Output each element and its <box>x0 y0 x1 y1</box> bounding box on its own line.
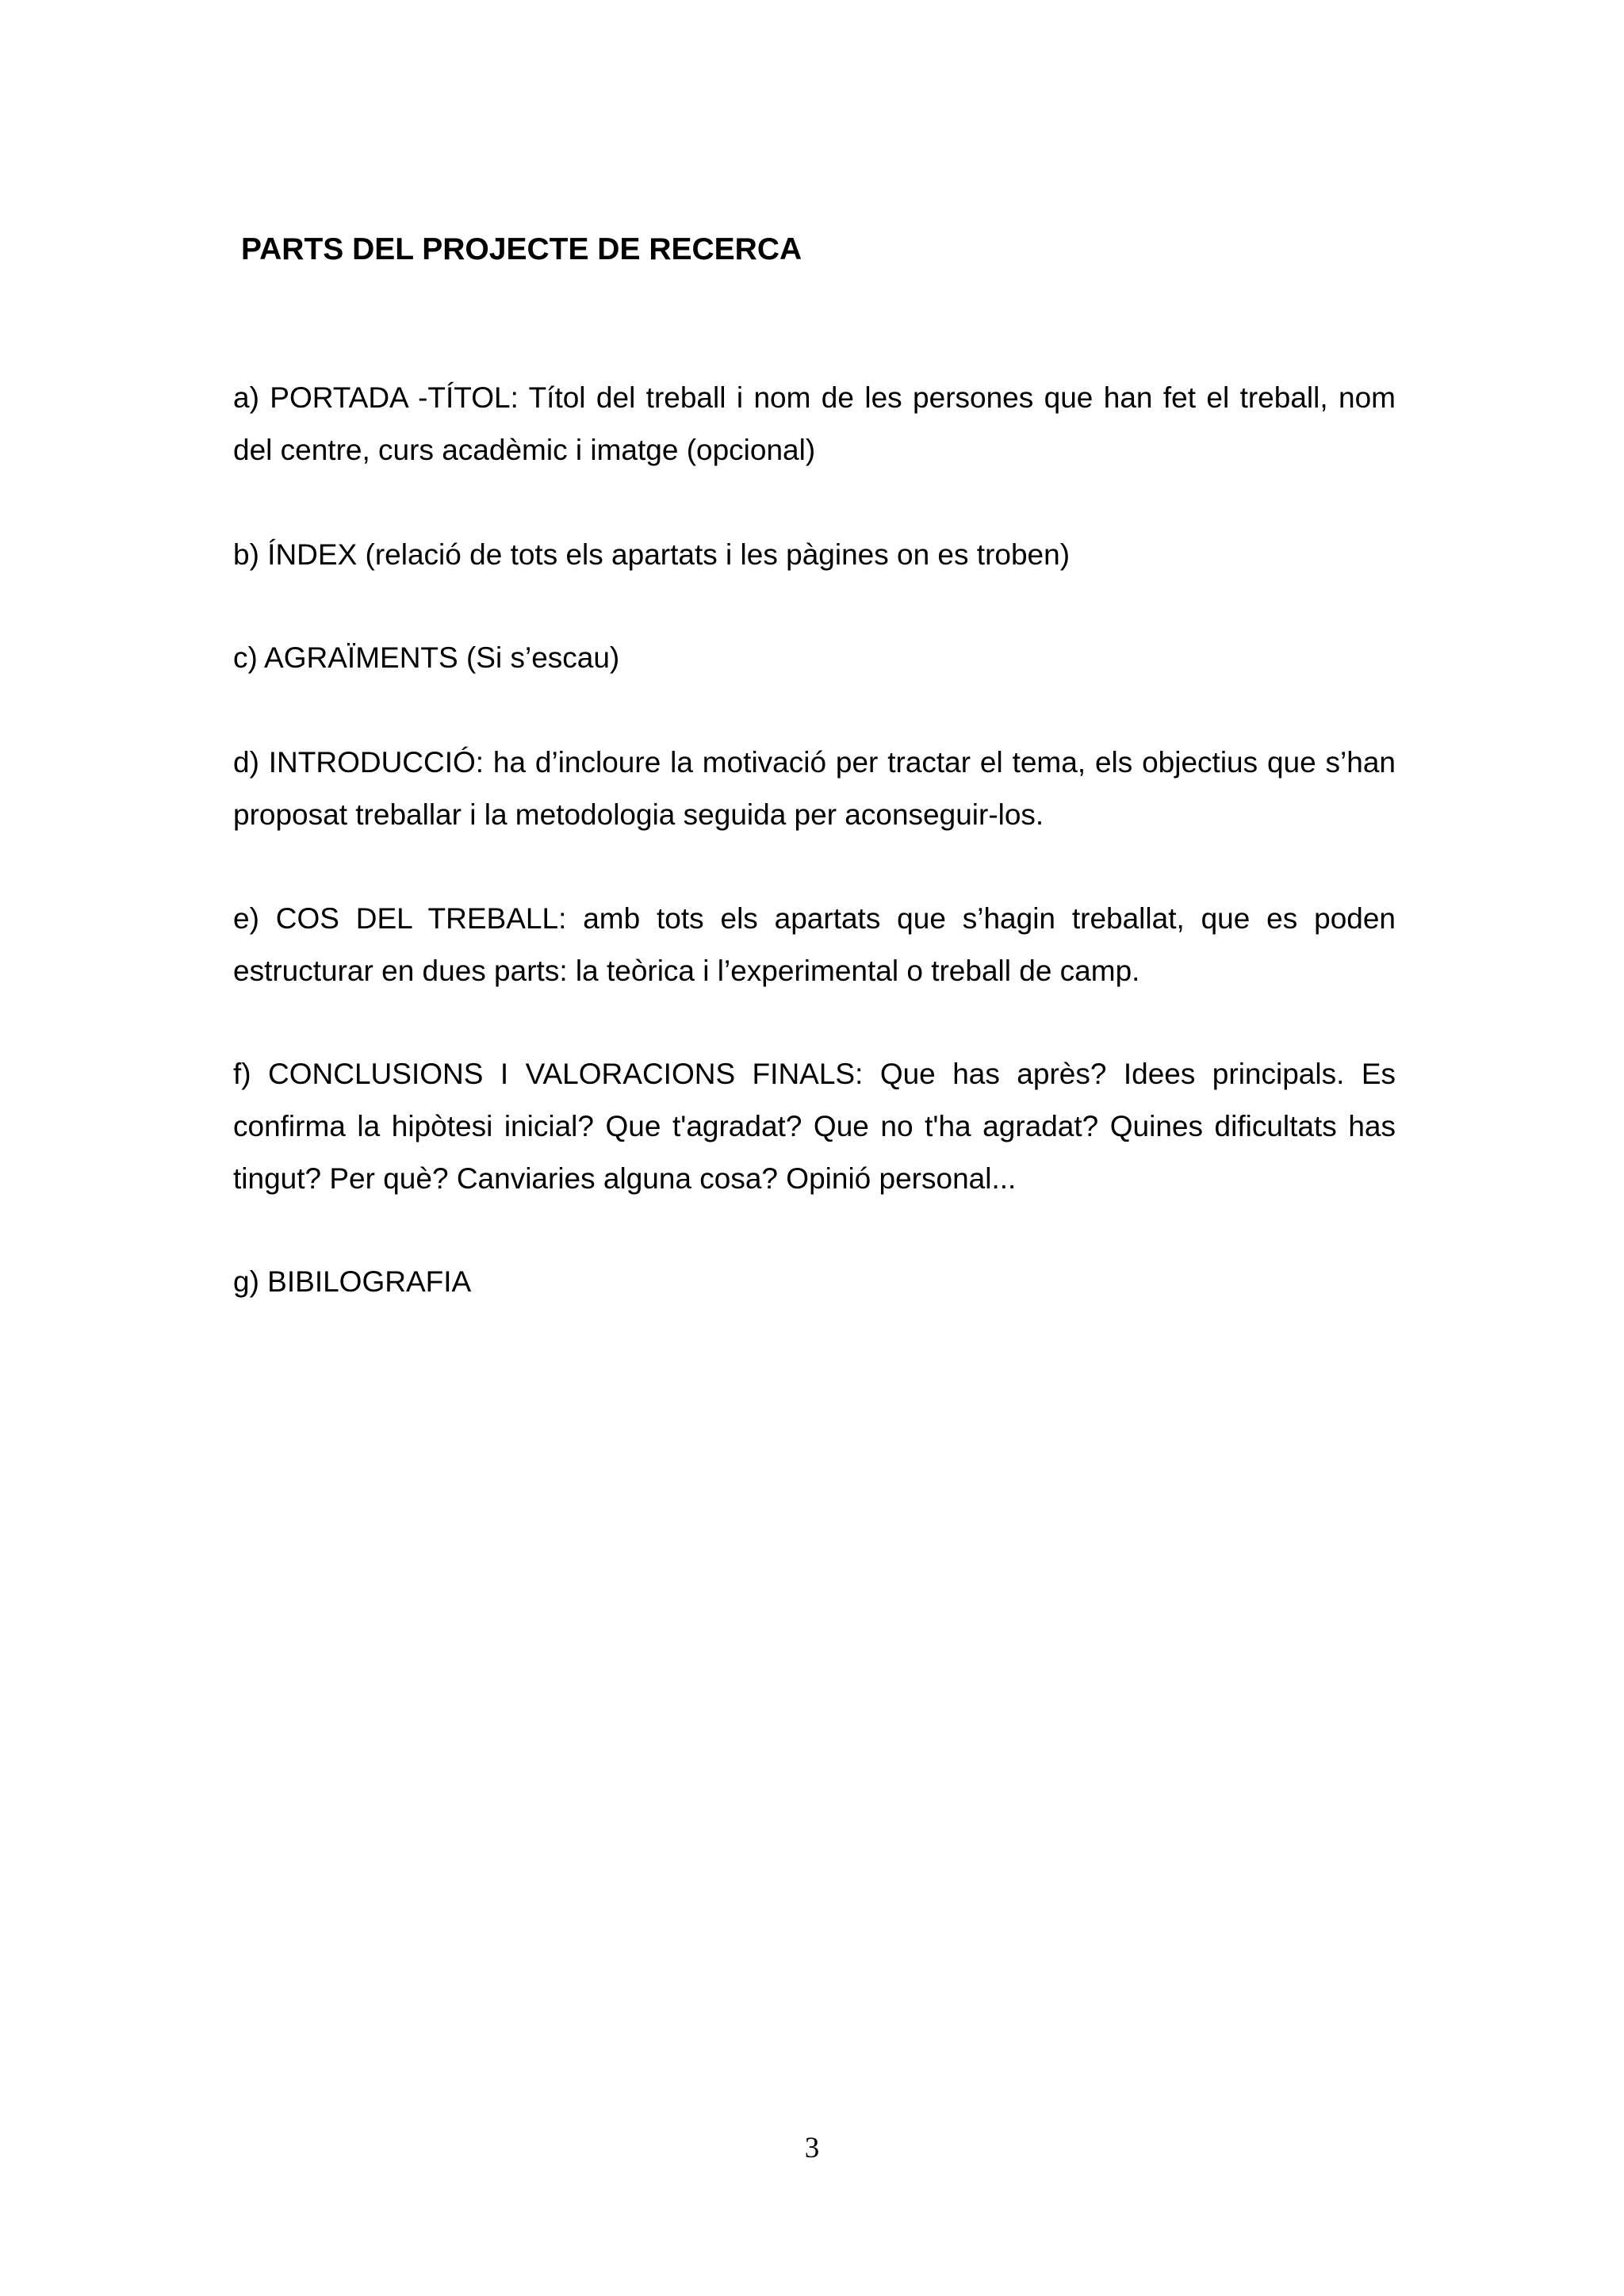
list-item-introduccio: d) INTRODUCCIÓ: ha d’incloure la motivació per tractar el tema, els objectius que s’han proposat treballar i la metodologia seguida per aconseguir-los. <box>233 746 1396 831</box>
page-title: PARTS DEL PROJECTE DE RECERCA <box>241 232 802 266</box>
list-item-cos-del-treball: e) COS DEL TREBALL: amb tots els apartats que s’hagin treballat, que es poden estructurar en dues parts: la teòrica i l’experimental o treball de camp. <box>233 902 1396 987</box>
list-item-bibliografia: g) BIBILOGRAFIA <box>233 1265 472 1298</box>
list-item-index: b) ÍNDEX (relació de tots els apartats i les pàgines on es troben) <box>233 538 1071 571</box>
list-item-portada: a) PORTADA -TÍTOL: Títol del treball i nom de les persones que han fet el treball, nom del centre, curs acadèmic i imatge (opcional) <box>233 381 1396 466</box>
list-item-agraiments: c) AGRAÏMENTS (Si s’escau) <box>233 641 620 674</box>
page-number: 3 <box>804 2132 820 2164</box>
list-item-conclusions: f) CONCLUSIONS I VALORACIONS FINALS: Que has après? Idees principals. Es confirma la hipòtesi inicial? Que t'agradat? Que no t'ha agradat? Quines dificultats has tingut? Per què? Canviaries alguna cosa? Opinió personal... <box>233 1058 1396 1195</box>
